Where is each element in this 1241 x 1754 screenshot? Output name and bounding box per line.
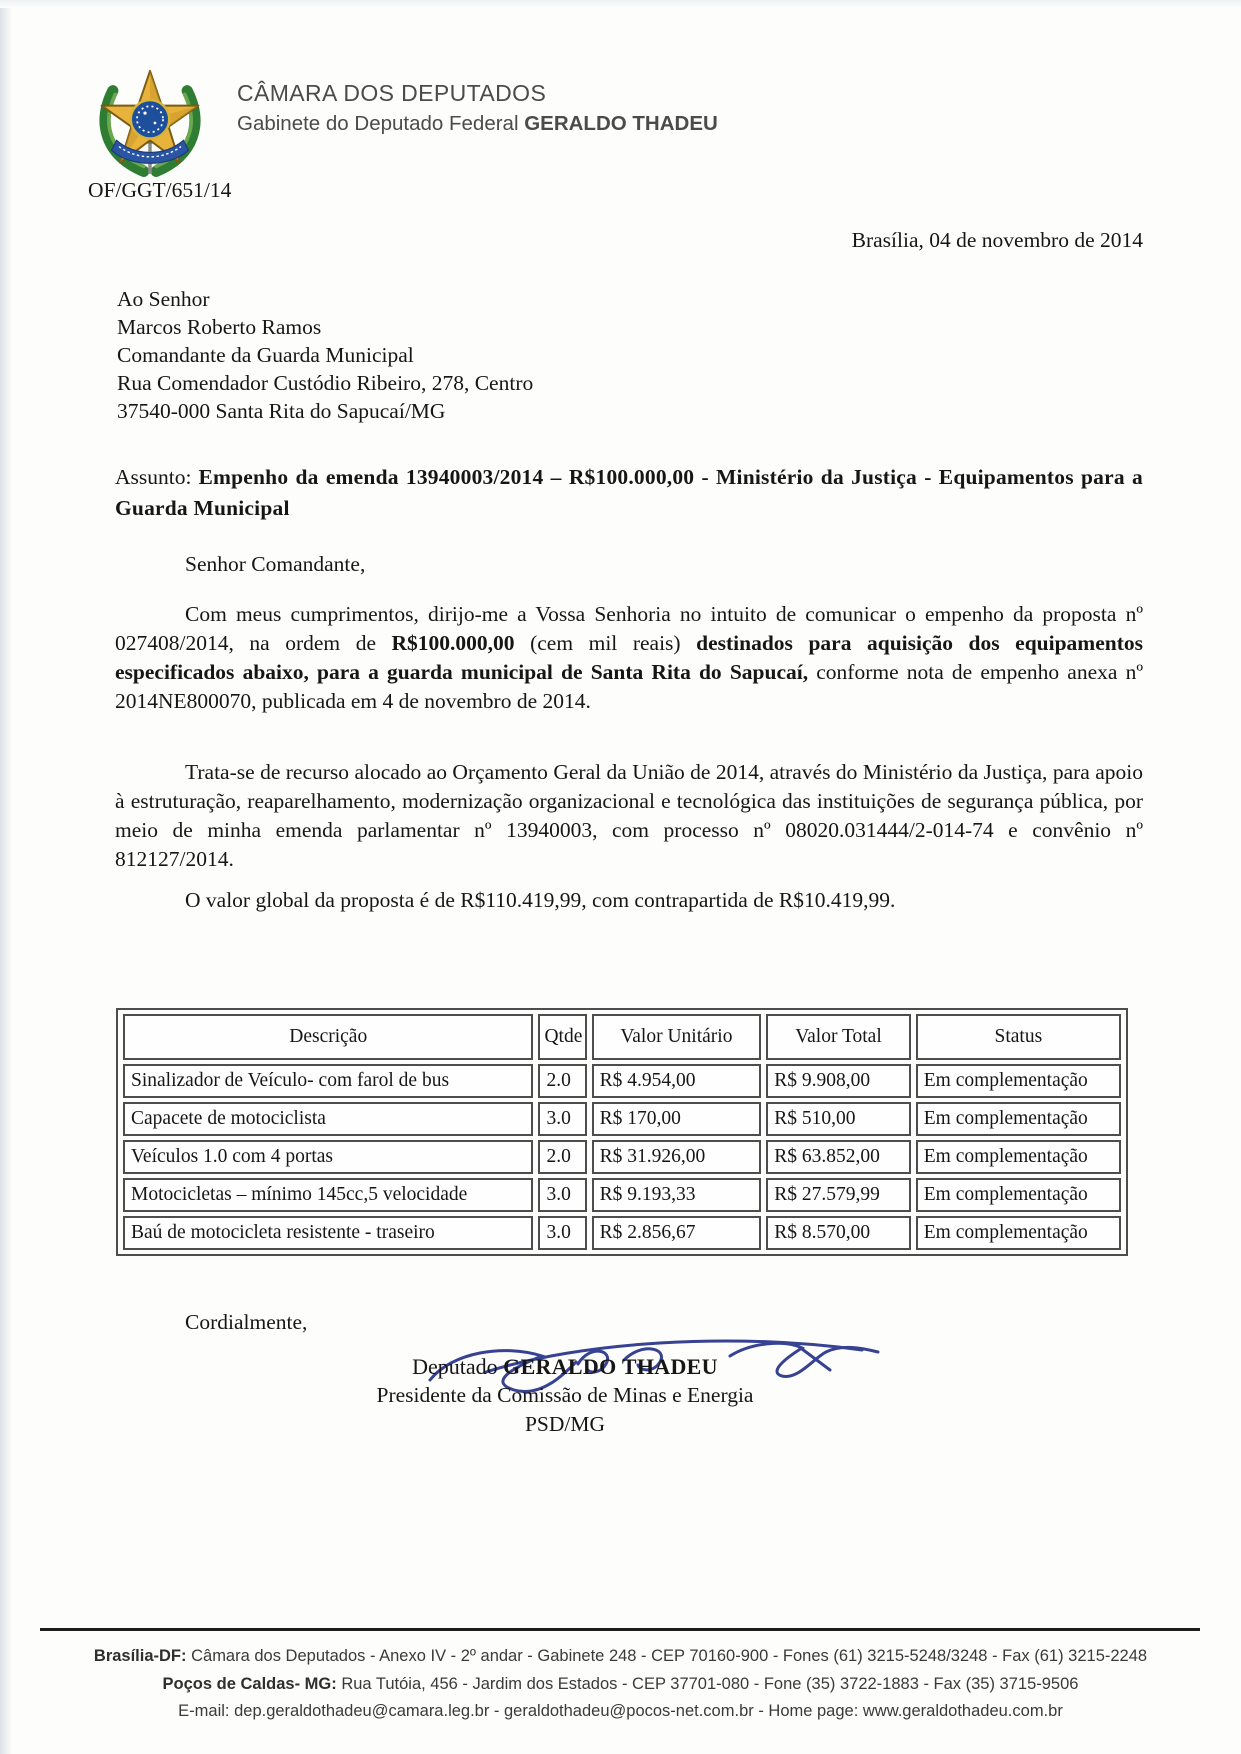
closing: Cordialmente, (185, 1310, 308, 1334)
text-segment: O valor global da proposta é de R$110.419,99, com contrapartida de R$10.419,99. (185, 888, 896, 912)
recipient-line: Comandante da Guarda Municipal (117, 343, 414, 367)
items-table (116, 1008, 1128, 1256)
scan-left-edge (0, 0, 12, 1754)
table-cell: R$ 170,00 (592, 1102, 762, 1136)
table-cell: R$ 510,00 (766, 1102, 911, 1136)
signature-block (165, 1352, 965, 1439)
text-segment: E-mail: dep.geraldothadeu@camara.leg.br - geraldothadeu@pocos-net.com.br - Home page: www.geraldothadeu.com.br (178, 1702, 1063, 1720)
bold-text-segment: destinados para aquisição dos equipamentos especificados abaixo, para a guarda municipal de Santa Rita do Sapucaí, (115, 631, 1143, 684)
table-cell: Capacete de motociclista (123, 1102, 533, 1136)
table-row (123, 1140, 1121, 1174)
table-header-cell: Status (916, 1014, 1121, 1060)
brazil-coat-of-arms-icon (88, 60, 212, 186)
date-line: Brasília, 04 de novembro de 2014 (851, 228, 1143, 252)
table-row (123, 1102, 1121, 1136)
footer-line (0, 1643, 1241, 1671)
bold-text-segment: GERALDO THADEU (503, 1354, 718, 1379)
table-cell: 3.0 (538, 1102, 586, 1136)
table-cell: Em complementação (916, 1102, 1121, 1136)
table-row (123, 1064, 1121, 1098)
table-cell: Em complementação (916, 1216, 1121, 1250)
table-cell: Em complementação (916, 1064, 1121, 1098)
text-segment: (cem mil reais) (514, 631, 697, 655)
table-cell: 2.0 (538, 1064, 586, 1098)
table-cell: R$ 4.954,00 (592, 1064, 762, 1098)
scan-top-edge (0, 0, 1241, 8)
items-table-head-row (123, 1014, 1121, 1060)
table-cell: R$ 2.856,67 (592, 1216, 762, 1250)
table-header-cell: Valor Unitário (592, 1014, 762, 1060)
org-name: CÂMARA DOS DEPUTADOS (237, 80, 547, 106)
body-paragraph-1 (115, 600, 1143, 716)
signature-role: Presidente da Comissão de Minas e Energia (376, 1383, 754, 1407)
salutation: Senhor Comandante, (185, 552, 366, 576)
subject-line (115, 462, 1143, 524)
body-paragraph-3 (115, 886, 1143, 915)
items-table-body (123, 1064, 1121, 1250)
text-segment: Com meus cumprimentos, dirijo-me a Vossa Senhoria no intuito de comunicar o empenho da proposta nº 027408/2014, na ordem de (115, 602, 1143, 655)
table-cell: 3.0 (538, 1216, 586, 1250)
footer (0, 1643, 1241, 1726)
text-segment: Trata-se de recurso alocado ao Orçamento Geral da União de 2014, através do Ministério da Justiça, para apoio à estruturação, reaparelhamento, modernização organizacional e tecnológica das instituições de segurança pública, por meio de minha emenda parlamentar nº 13940003, com processo nº 08020.031444/2-014-74 e convênio nº 812127/2014. (115, 760, 1143, 871)
table-cell: Sinalizador de Veículo- com farol de bus (123, 1064, 533, 1098)
table-cell: R$ 9.193,33 (592, 1178, 762, 1212)
recipient-block (117, 285, 533, 425)
bold-text-segment: Brasília-DF: (93, 1647, 187, 1665)
footer-line (0, 1671, 1241, 1699)
table-header-cell: Valor Total (766, 1014, 911, 1060)
text-segment: Rua Tutóia, 456 - Jardim dos Estados - CEP 37701-080 - Fone (35) 3722-1883 - Fax (35) 3715-9506 (336, 1674, 1079, 1693)
bold-text-segment: Poços de Caldas- MG: (162, 1674, 337, 1693)
table-cell: R$ 63.852,00 (766, 1140, 911, 1174)
text-segment: Câmara dos Deputados - Anexo IV - 2º andar - Gabinete 248 - CEP 70160-900 - Fones (61) 3215-5248/3248 - Fax (61) 3215-2248 (186, 1647, 1148, 1665)
footer-rule (40, 1628, 1200, 1631)
table-row (123, 1178, 1121, 1212)
recipient-line: 37540-000 Santa Rita do Sapucaí/MG (117, 399, 446, 423)
text-segment: Assunto: (115, 465, 199, 489)
letterhead (237, 80, 718, 136)
table-cell: Em complementação (916, 1140, 1121, 1174)
table-header-cell: Qtde (538, 1014, 586, 1060)
table-cell: R$ 31.926,00 (592, 1140, 762, 1174)
footer-line (0, 1698, 1241, 1726)
table-cell: R$ 27.579,99 (766, 1178, 911, 1212)
signature-name-line (165, 1352, 965, 1381)
table-header-cell: Descrição (123, 1014, 533, 1060)
recipient-line: Marcos Roberto Ramos (117, 315, 322, 339)
signature-party: PSD/MG (524, 1412, 606, 1436)
table-cell: 2.0 (538, 1140, 586, 1174)
table-row (123, 1216, 1121, 1250)
bold-text-segment: R$100.000,00 (391, 631, 515, 655)
recipient-line: Ao Senhor (117, 287, 210, 311)
office-holder-name: GERALDO THADEU (524, 112, 718, 135)
reference-number: OF/GGT/651/14 (88, 178, 232, 202)
bold-text-segment: Empenho da emenda 13940003/2014 – R$100.000,00 - Ministério da Justiça - Equipamentos para a Guarda Municipal (115, 465, 1143, 520)
table-cell: 3.0 (538, 1178, 586, 1212)
table-cell: R$ 9.908,00 (766, 1064, 911, 1098)
table-cell: Baú de motocicleta resistente - traseiro (123, 1216, 533, 1250)
office-line (237, 112, 718, 136)
table-cell: Veículos 1.0 com 4 portas (123, 1140, 533, 1174)
table-cell: Em complementação (916, 1178, 1121, 1212)
recipient-line: Rua Comendador Custódio Ribeiro, 278, Centro (117, 371, 534, 395)
body-paragraph-2 (115, 758, 1143, 874)
table-cell: R$ 8.570,00 (766, 1216, 911, 1250)
office-prefix: Gabinete do Deputado Federal (237, 112, 525, 135)
text-segment: Deputado (412, 1354, 504, 1379)
table-cell: Motocicletas – mínimo 145cc,5 velocidade (123, 1178, 533, 1212)
text-segment: conforme nota de empenho anexa nº 2014NE800070, publicada em 4 de novembro de 2014. (115, 660, 1144, 713)
